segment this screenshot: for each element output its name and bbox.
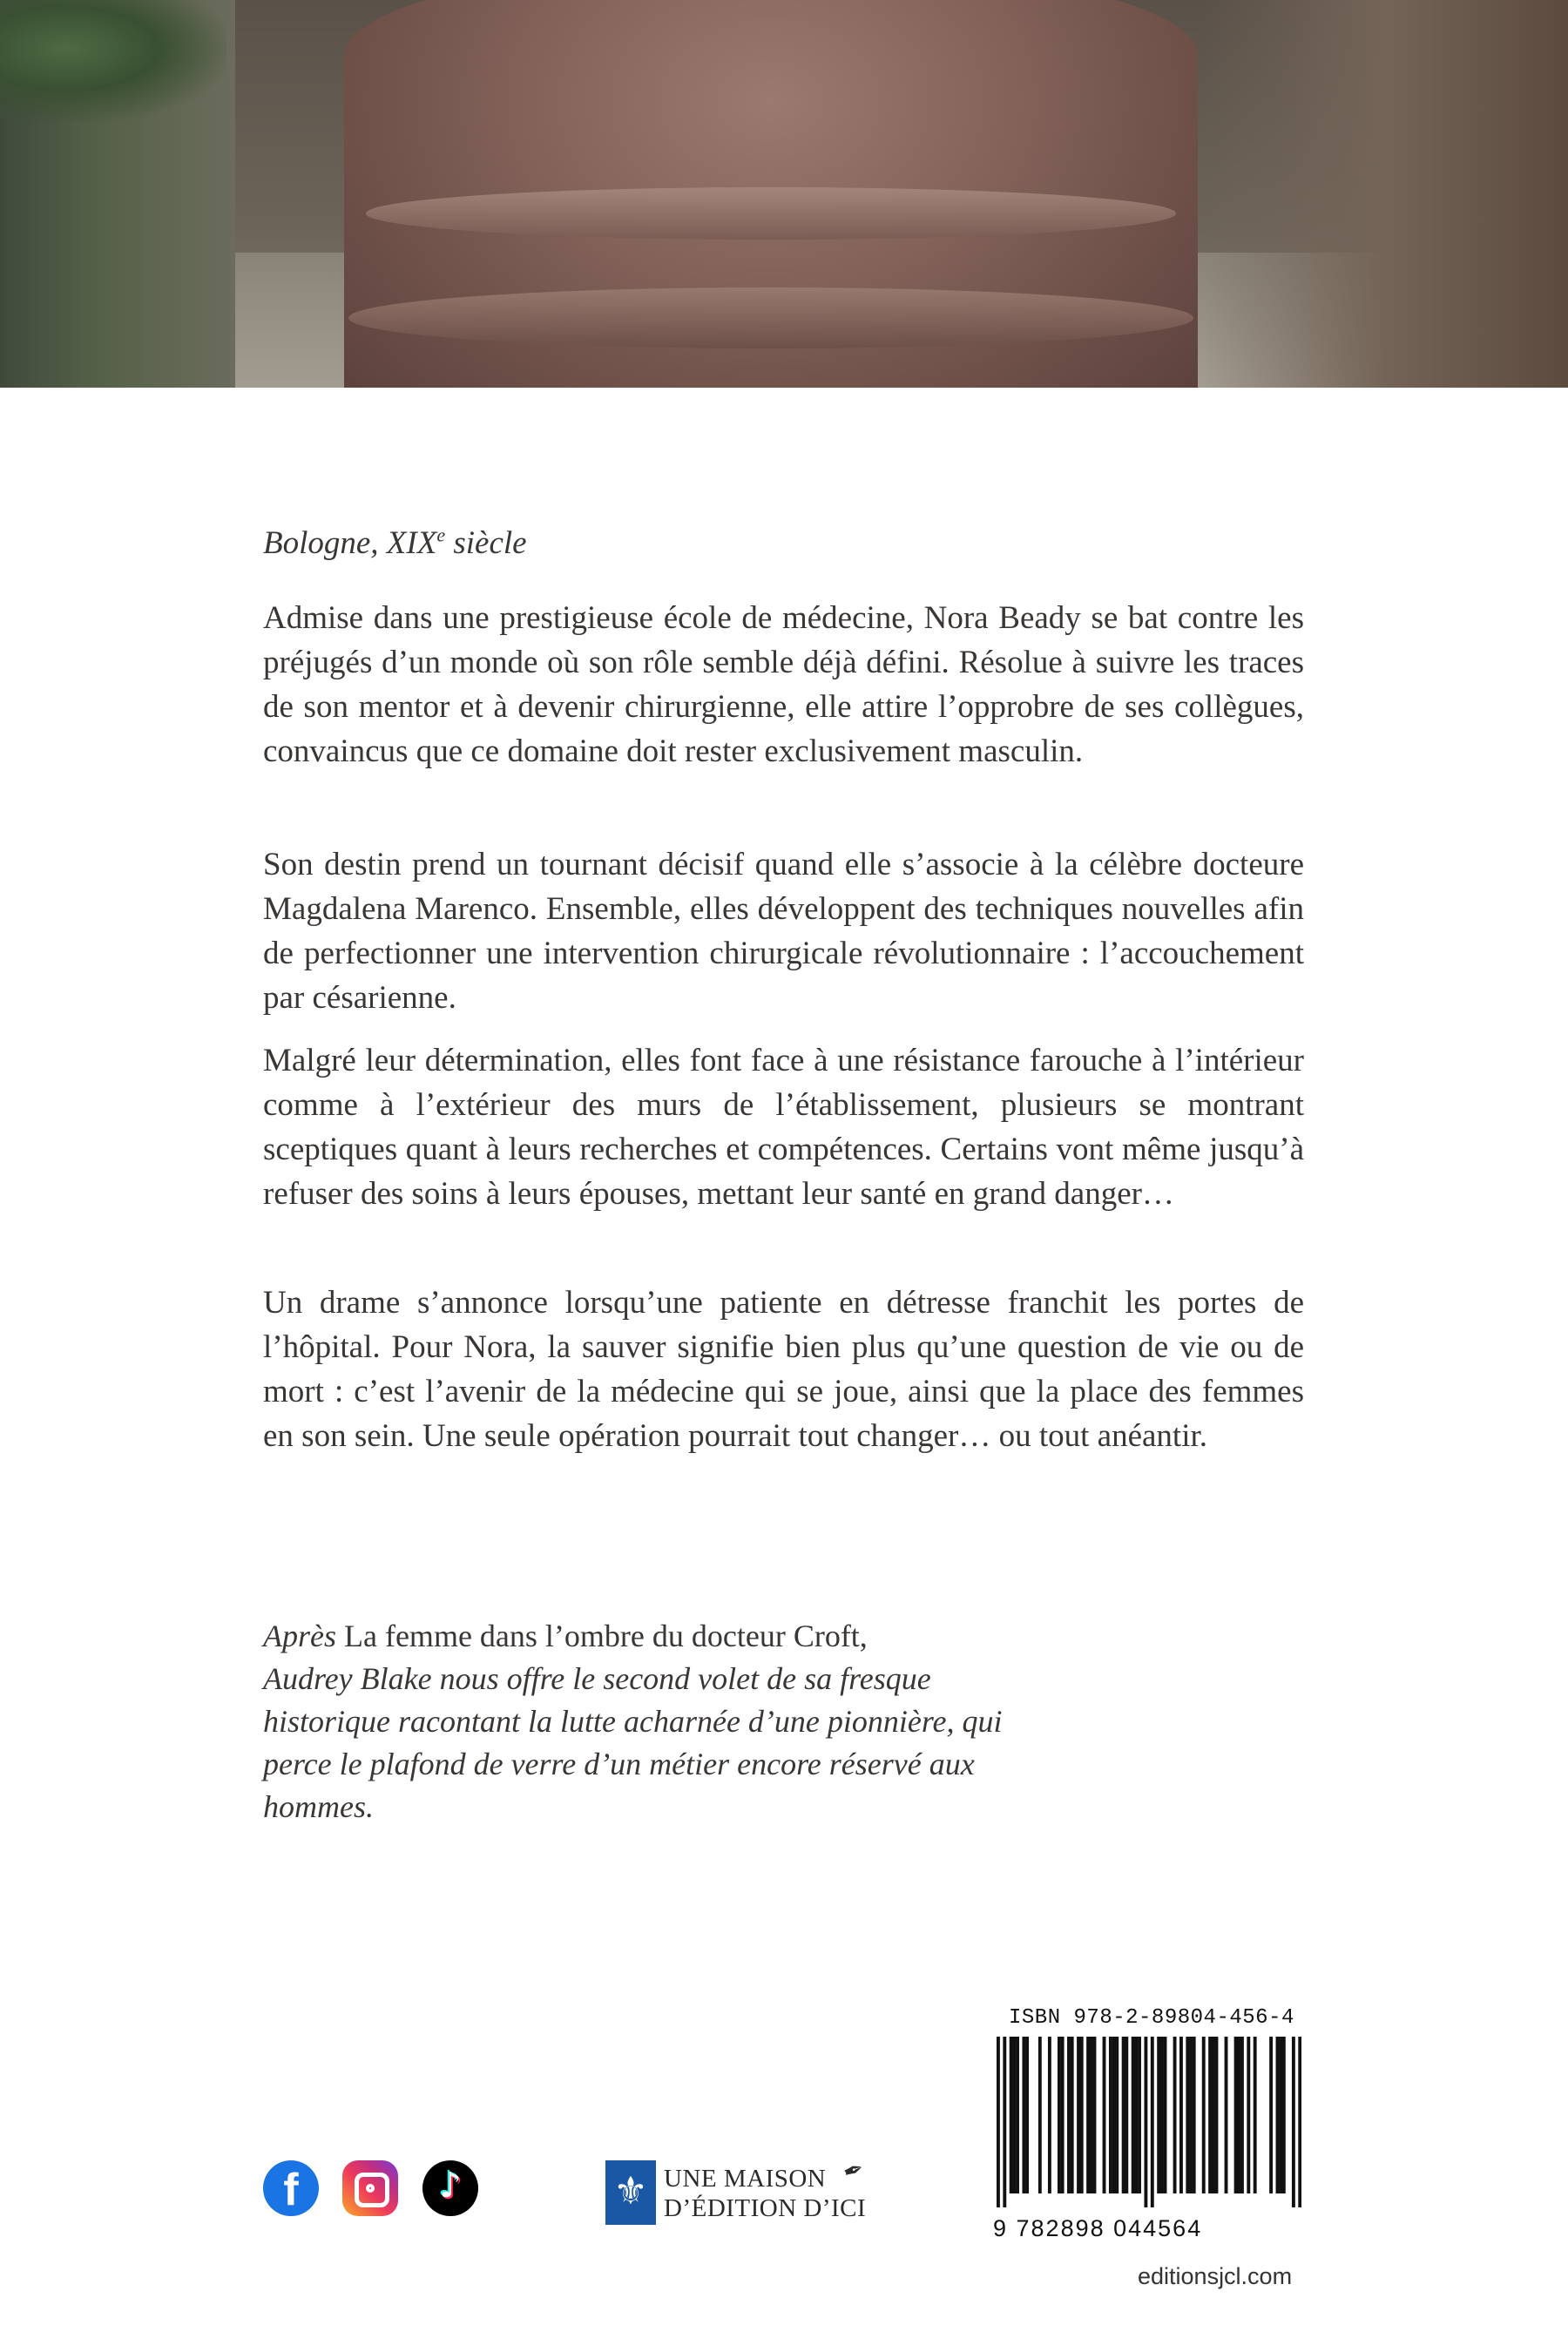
blurb-apres: Après [263,1619,336,1653]
cover-photo [0,0,1568,388]
synopsis-paragraph-3: Malgré leur détermination, elles font face à une résistance farouche à l’intérieur comme à l’extérieur des murs de l’établissement, plusieurs se montrant sceptiques quant à leurs recherches et compétences. Certains vont même jusqu’à refuser des soins à leurs épouses, mettant leur santé en grand danger… [263,1043,1304,1212]
barcode [997,2037,1301,2207]
fleur-de-lis-glyph: ⚜ [613,2169,648,2213]
barcode-bar [1173,2037,1177,2193]
barcode-bar [1144,2037,1147,2207]
barcode-bar [1240,2037,1244,2193]
barcode-bar [1103,2037,1106,2193]
barcode-bar [1022,2037,1025,2193]
barcode-bar [1012,2037,1016,2193]
barcode-bar [1215,2037,1219,2193]
barcode-bar [1160,2037,1164,2193]
tiktok-icon[interactable] [422,2160,478,2216]
barcode-bar [1122,2037,1125,2193]
barcode-bar [1186,2037,1189,2193]
barcode-bar [1164,2037,1167,2193]
barcode-bar [1138,2037,1141,2193]
barcode-bar [1003,2037,1006,2207]
synopsis-paragraph-4: Un drame s’annonce lorsqu’une patiente en détresse franchit les portes de l’hôpital. Pour Nora, la sauver signifie bien plus qu’une question de vie ou de mort : c’est l’avenir de la médecine qui se joue, ainsi que la place des femmes en son sein. Une seule opération pourrait tout changer… ou tout anéantir. [263,1285,1304,1454]
barcode-bar [1093,2037,1097,2193]
blurb-text: Audrey Blake nous offre le second volet de sa fresque historique racontant la lutte acharnée d’une pionnière, qui perce le plafond de verre d’un métier encore réservé aux hommes. [263,1661,1003,1824]
barcode-bar [1208,2037,1212,2193]
synopsis-paragraph-2: Son destin prend un tournant décisif quand elle s’associe à la célèbre docteure Magdalena Marenco. Ensemble, elles développent des techniques nouvelles afin de perfectionner une intervention chirurgicale révolutionnaire : l’accouchement par césarienne. [263,847,1304,1016]
barcode-bar [1058,2037,1061,2193]
barcode-bar [1298,2037,1301,2207]
barcode-bar [1048,2037,1051,2193]
barcode-bar [1225,2037,1228,2193]
setting-prefix: Bologne, XIX [263,525,437,561]
barcode-bar [1025,2037,1029,2193]
barcode-bar [997,2037,1000,2207]
barcode-bar [1080,2037,1084,2193]
barcode-bar [1125,2037,1128,2193]
barcode-bar [1109,2037,1112,2193]
barcode-bar [1237,2037,1240,2193]
setting-superscript: e [436,524,446,546]
barcode-bar [1115,2037,1119,2193]
barcode-bar [1061,2037,1064,2193]
foliage [0,0,226,122]
publisher-logo-text [664,2164,866,2223]
barcode-bar [1276,2037,1280,2193]
barcode-bar [1151,2037,1154,2207]
publisher-line-1: UNE MAISON [664,2165,827,2193]
fleur-de-lis-icon [605,2160,656,2225]
right-wall [1202,0,1568,388]
barcode-bar [1067,2037,1071,2193]
barcode-bar [1189,2037,1193,2193]
setting-line [263,521,1304,565]
instagram-camera-shape [355,2173,389,2207]
publisher-line-2: D’ÉDITION D’ICI [664,2194,867,2222]
barcode-bar [1016,2037,1019,2193]
barcode-bar [1279,2037,1282,2193]
barcode-bar [1292,2037,1295,2207]
barcode-bar [1077,2037,1080,2193]
barcode-bar [1269,2037,1273,2193]
pen-icon: ✒ [839,2153,868,2188]
barcode-bar [1247,2037,1250,2193]
barcode-bar [1134,2037,1138,2193]
barcode-bar [1112,2037,1116,2193]
barcode-bar [1254,2037,1257,2193]
barcode-bar [1193,2037,1196,2193]
synopsis-paragraph-1: Admise dans une prestigieuse école de médecine, Nora Beady se bat contre les préjugés d’un monde où son rôle semble déjà défini. Résolue à suivre les traces de son mentor et à devenir chirurgienne, elle attire l’opprobre de ses collègues, convaincus que ce domaine doit rester exclusivement masculin. [263,600,1304,769]
barcode-bar [1132,2037,1135,2193]
instagram-icon[interactable] [342,2160,398,2216]
dress-ruffle-upper [366,187,1176,240]
author-blurb [263,1615,1030,1828]
barcode-bar [1010,2037,1013,2193]
facebook-glyph: f [283,2165,299,2215]
facebook-icon[interactable] [263,2160,319,2216]
barcode-bar [1038,2037,1042,2193]
dress-ruffle-lower [348,287,1193,348]
barcode-bar [1212,2037,1215,2193]
tiktok-glyph: ♪ [439,2166,462,2206]
barcode-bar [1090,2037,1093,2193]
barcode-digits: 9 782898 044564 [993,2215,1203,2241]
barcode-bar [1234,2037,1238,2193]
barcode-bar [1086,2037,1090,2193]
barcode-bar [1157,2037,1160,2193]
barcode-bar [1179,2037,1183,2193]
blurb-previous-title: La femme dans l’ombre du docteur Croft, [336,1619,868,1653]
setting-suffix: siècle [445,525,527,561]
barcode-bar [1202,2037,1206,2193]
publisher-website[interactable]: editionsjcl.com [1138,2263,1293,2289]
barcode-bar [1282,2037,1286,2193]
barcode-bar [1071,2037,1074,2193]
isbn-label: ISBN 978-2-89804-456-4 [1009,2006,1294,2030]
